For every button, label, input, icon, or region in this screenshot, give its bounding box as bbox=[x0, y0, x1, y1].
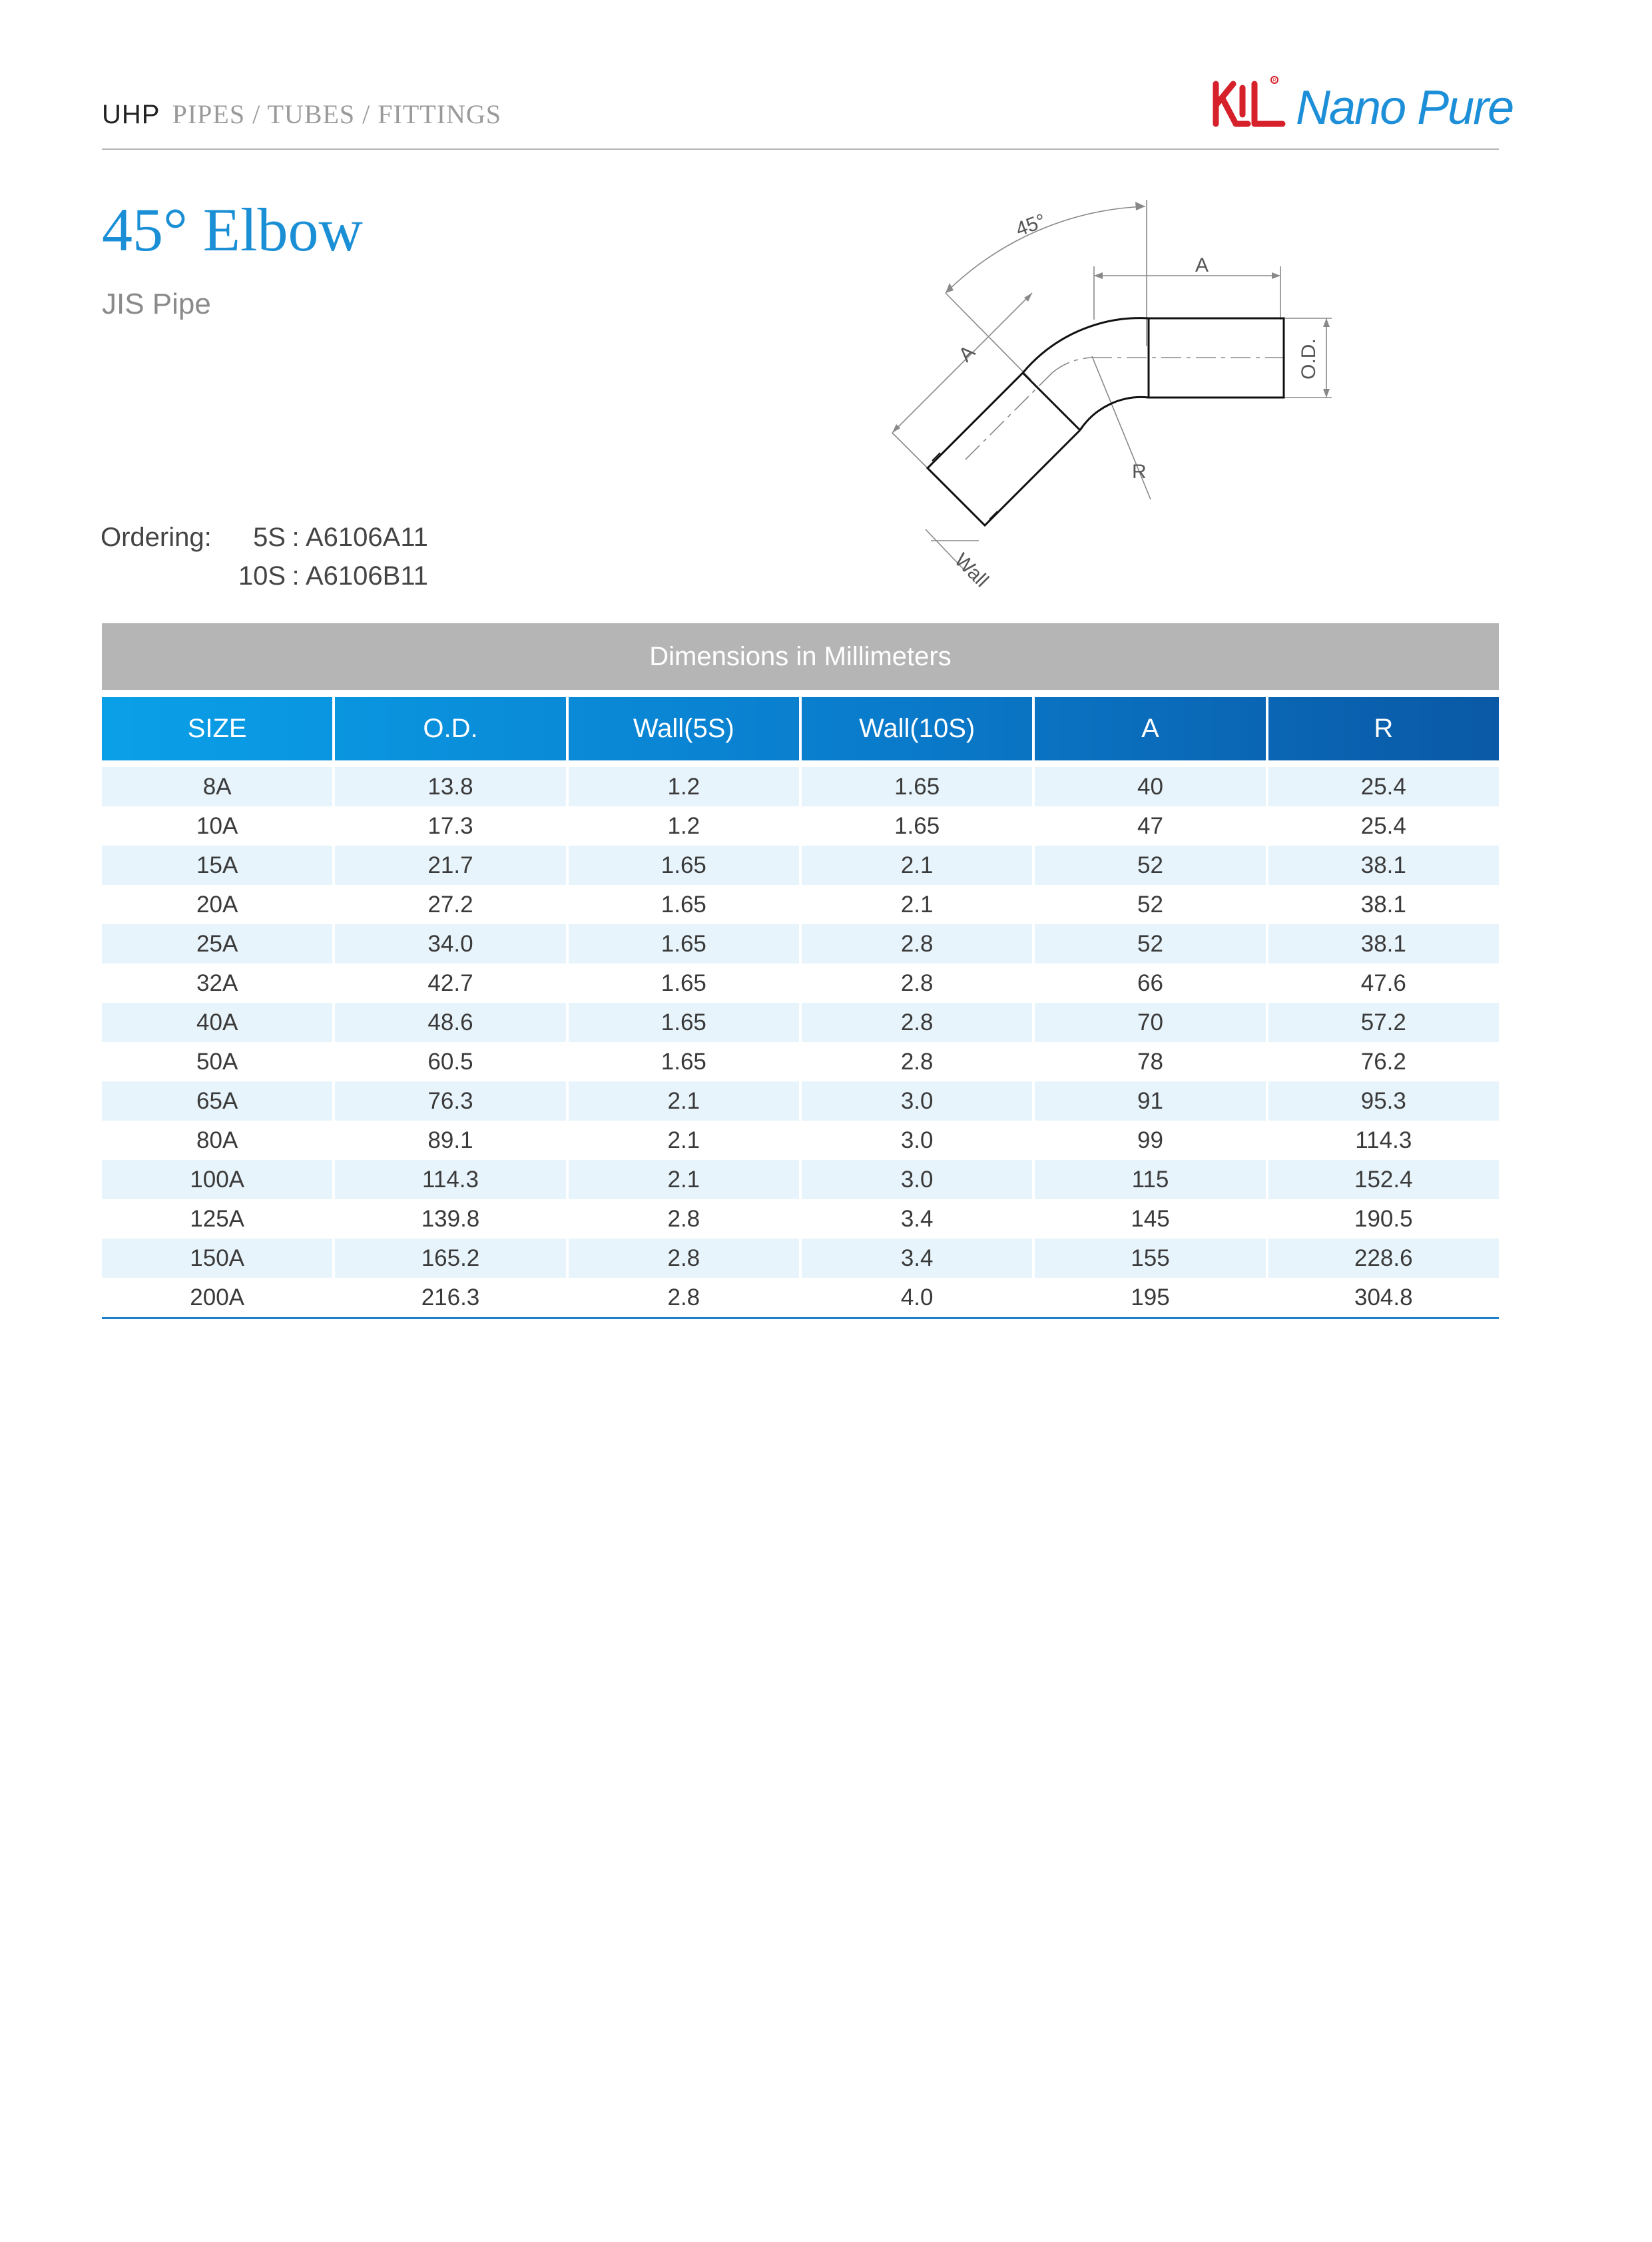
table-cell: 139.8 bbox=[335, 1199, 568, 1239]
table-cell: 1.65 bbox=[802, 806, 1035, 846]
table-cell: 2.8 bbox=[802, 964, 1035, 1003]
table-cell: 2.8 bbox=[802, 1003, 1035, 1042]
table-cell: 2.1 bbox=[569, 1160, 802, 1199]
page-title: 45° Elbow bbox=[102, 196, 363, 264]
table-cell: 2.1 bbox=[802, 846, 1035, 885]
table-caption: Dimensions in Millimeters bbox=[102, 623, 1499, 690]
table-row bbox=[102, 924, 1499, 964]
table-row bbox=[102, 1278, 1499, 1317]
table-cell: 80A bbox=[102, 1121, 335, 1160]
table-cell: 3.0 bbox=[802, 1081, 1035, 1121]
col-header-size: SIZE bbox=[102, 697, 335, 760]
table-cell: 15A bbox=[102, 846, 335, 885]
table-cell: 57.2 bbox=[1268, 1003, 1499, 1042]
table-cell: 150A bbox=[102, 1239, 335, 1278]
table-cell: 145 bbox=[1035, 1199, 1268, 1239]
ordering-row bbox=[101, 557, 428, 595]
table-cell: 195 bbox=[1035, 1278, 1268, 1317]
ordering-grade: 5S bbox=[253, 523, 286, 552]
angle-label: 45° bbox=[1013, 210, 1049, 241]
table-cell: 50A bbox=[102, 1042, 335, 1081]
table-row bbox=[102, 1042, 1499, 1081]
ordering-label: Ordering: bbox=[101, 523, 212, 552]
table-cell: 304.8 bbox=[1268, 1278, 1499, 1317]
table-cell: 52 bbox=[1035, 846, 1268, 885]
table-row bbox=[102, 1199, 1499, 1239]
table-body bbox=[102, 767, 1499, 1317]
kl-logo-icon bbox=[1211, 75, 1289, 136]
ordering-grade: 10S bbox=[238, 561, 286, 591]
table-cell: 155 bbox=[1035, 1239, 1268, 1278]
table-cell: 1.65 bbox=[569, 924, 802, 964]
table-cell: 200A bbox=[102, 1278, 335, 1317]
table-cell: 115 bbox=[1035, 1160, 1268, 1199]
table-cell: 34.0 bbox=[335, 924, 568, 964]
table-row bbox=[102, 846, 1499, 885]
table-cell: 2.1 bbox=[569, 1081, 802, 1121]
table-cell: 65A bbox=[102, 1081, 335, 1121]
ordering-info bbox=[101, 518, 428, 595]
table-cell: 1.65 bbox=[569, 846, 802, 885]
table-cell: 76.3 bbox=[335, 1081, 568, 1121]
table-cell: 38.1 bbox=[1268, 885, 1499, 924]
ordering-label-spacer bbox=[101, 557, 231, 595]
table-cell: 99 bbox=[1035, 1121, 1268, 1160]
table-cell: 25.4 bbox=[1268, 806, 1499, 846]
table-cell: 47.6 bbox=[1268, 964, 1499, 1003]
table-cell: 228.6 bbox=[1268, 1239, 1499, 1278]
table-cell: 3.0 bbox=[802, 1121, 1035, 1160]
table-cell: 25.4 bbox=[1268, 767, 1499, 806]
diagram-labels bbox=[950, 210, 1320, 591]
table-cell: 1.65 bbox=[802, 767, 1035, 806]
table-cell: 3.4 bbox=[802, 1239, 1035, 1278]
table-row bbox=[102, 885, 1499, 924]
table-cell: 42.7 bbox=[335, 964, 568, 1003]
category-breadcrumb: PIPES / TUBES / FITTINGS bbox=[172, 99, 502, 129]
table-cell: 47 bbox=[1035, 806, 1268, 846]
table-row bbox=[102, 767, 1499, 806]
table-cell: 95.3 bbox=[1268, 1081, 1499, 1121]
ordering-code: A6106B11 bbox=[306, 561, 428, 591]
table-row bbox=[102, 1121, 1499, 1160]
table-cell: 60.5 bbox=[335, 1042, 568, 1081]
table-cell: 76.2 bbox=[1268, 1042, 1499, 1081]
table-cell: 1.2 bbox=[569, 767, 802, 806]
ordering-colon: : bbox=[292, 561, 300, 591]
logo-wordmark: Nano Pure bbox=[1296, 81, 1514, 135]
table-cell: 2.8 bbox=[569, 1278, 802, 1317]
table-cell: 1.65 bbox=[569, 964, 802, 1003]
ordering-colon: : bbox=[292, 523, 300, 552]
table-cell: 10A bbox=[102, 806, 335, 846]
registered-mark: R bbox=[1272, 78, 1276, 83]
col-header-od: O.D. bbox=[335, 697, 568, 760]
table-cell: 40 bbox=[1035, 767, 1268, 806]
table-cell: 2.1 bbox=[802, 885, 1035, 924]
table-cell: 66 bbox=[1035, 964, 1268, 1003]
table-cell: 89.1 bbox=[335, 1121, 568, 1160]
col-header-wall-10s: Wall(10S) bbox=[802, 697, 1035, 760]
table-cell: 2.8 bbox=[569, 1239, 802, 1278]
table-row bbox=[102, 806, 1499, 846]
company-logo bbox=[1211, 72, 1513, 139]
col-header-wall-5s: Wall(5S) bbox=[569, 697, 802, 760]
table-cell: 114.3 bbox=[1268, 1121, 1499, 1160]
table-cell: 25A bbox=[102, 924, 335, 964]
table-row bbox=[102, 1160, 1499, 1199]
ordering-code: A6106A11 bbox=[306, 523, 428, 552]
table-cell: 91 bbox=[1035, 1081, 1268, 1121]
table-cell: 165.2 bbox=[335, 1239, 568, 1278]
elbow-outline bbox=[928, 318, 1284, 525]
table-cell: 21.7 bbox=[335, 846, 568, 885]
od-label: O.D. bbox=[1298, 338, 1320, 380]
table-cell: 8A bbox=[102, 767, 335, 806]
elbow-diagram bbox=[859, 193, 1365, 606]
table-cell: 114.3 bbox=[335, 1160, 568, 1199]
table-cell: 27.2 bbox=[335, 885, 568, 924]
table-bottom-rule bbox=[102, 1317, 1499, 1319]
table-cell: 3.0 bbox=[802, 1160, 1035, 1199]
table-cell: 78 bbox=[1035, 1042, 1268, 1081]
table-cell: 125A bbox=[102, 1199, 335, 1239]
table-header bbox=[102, 697, 1499, 760]
table-cell: 4.0 bbox=[802, 1278, 1035, 1317]
table-cell: 48.6 bbox=[335, 1003, 568, 1042]
table-cell: 38.1 bbox=[1268, 924, 1499, 964]
table-cell: 2.8 bbox=[802, 1042, 1035, 1081]
table-cell: 2.1 bbox=[569, 1121, 802, 1160]
col-header-r: R bbox=[1374, 714, 1394, 743]
table-cell: 1.65 bbox=[569, 885, 802, 924]
table-cell: 1.65 bbox=[569, 1003, 802, 1042]
table-cell: 100A bbox=[102, 1160, 335, 1199]
table-cell: 1.2 bbox=[569, 806, 802, 846]
table-cell: 40A bbox=[102, 1003, 335, 1042]
table-cell: 190.5 bbox=[1268, 1199, 1499, 1239]
table-cell: 2.8 bbox=[802, 924, 1035, 964]
page-subtitle: JIS Pipe bbox=[102, 288, 211, 320]
a-label-top: A bbox=[1195, 254, 1209, 276]
table-row bbox=[102, 1081, 1499, 1121]
header-divider bbox=[102, 148, 1499, 150]
table-cell: 3.4 bbox=[802, 1199, 1035, 1239]
table-row bbox=[102, 1239, 1499, 1278]
table-cell: 152.4 bbox=[1268, 1160, 1499, 1199]
table-cell: 17.3 bbox=[335, 806, 568, 846]
wall-label: Wall bbox=[950, 549, 993, 592]
dimension-lines bbox=[892, 200, 1332, 571]
a-label-angled: A bbox=[954, 341, 980, 366]
col-header-a: A bbox=[1035, 697, 1268, 760]
ordering-row bbox=[101, 518, 428, 557]
table-cell: 1.65 bbox=[569, 1042, 802, 1081]
table-cell: 2.8 bbox=[569, 1199, 802, 1239]
r-label: R bbox=[1132, 461, 1147, 483]
table-row bbox=[102, 1003, 1499, 1042]
page-header bbox=[102, 99, 501, 130]
table-cell: 52 bbox=[1035, 885, 1268, 924]
table-cell: 70 bbox=[1035, 1003, 1268, 1042]
table-cell: 20A bbox=[102, 885, 335, 924]
table-row bbox=[102, 964, 1499, 1003]
brand-prefix: UHP bbox=[102, 100, 160, 129]
table-cell: 13.8 bbox=[335, 767, 568, 806]
table-cell: 52 bbox=[1035, 924, 1268, 964]
table-cell: 38.1 bbox=[1268, 846, 1499, 885]
table-cell: 216.3 bbox=[335, 1278, 568, 1317]
table-cell: 32A bbox=[102, 964, 335, 1003]
